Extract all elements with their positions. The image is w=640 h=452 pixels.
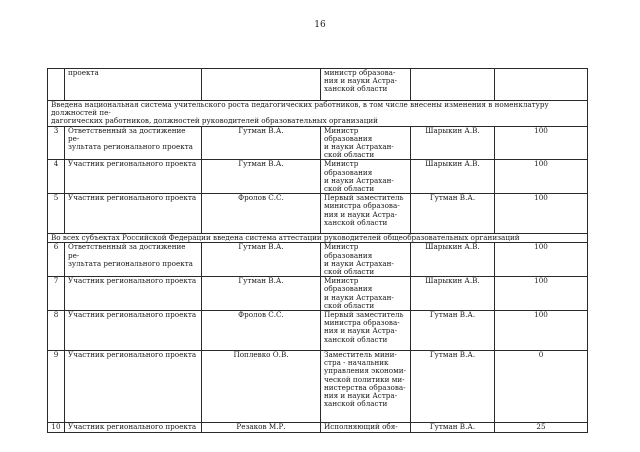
- load-text: 100: [534, 126, 548, 135]
- position-text: Министр образования и науки Астрахан- ской области: [324, 126, 394, 160]
- cell-person: [202, 160, 321, 194]
- cell-position: [321, 351, 411, 423]
- cell-load: [495, 351, 588, 423]
- cell-supervisor: [411, 423, 495, 433]
- table-row: [48, 126, 588, 160]
- load-text: 100: [534, 242, 548, 252]
- cell-supervisor: [411, 351, 495, 423]
- cell-person: [202, 194, 321, 234]
- cell-load: [495, 194, 588, 234]
- number-text: 4: [53, 159, 59, 169]
- cell-role: [65, 194, 202, 234]
- section-heading: [48, 234, 588, 243]
- table-row: [48, 243, 588, 277]
- supervisor-text: Гутман В.А.: [429, 422, 476, 432]
- cell-person: [202, 69, 321, 101]
- position-text: Первый заместитель министра образова- ния и науки Астра- ханской области: [324, 310, 404, 344]
- number-text: 10: [51, 422, 61, 432]
- position-text: Исполняющий обя-: [324, 422, 398, 432]
- supervisor-text: Шарыкин А.В.: [425, 276, 480, 286]
- table-body: [48, 69, 588, 433]
- position-text: Министр образования и науки Астрахан- ской области: [324, 242, 394, 277]
- cell-load: [495, 69, 588, 101]
- person-text: Фролов С.С.: [238, 310, 284, 320]
- role-text: проекта: [68, 68, 99, 77]
- supervisor-text: Шарыкин А.В.: [425, 242, 480, 252]
- number-text: 6: [53, 242, 59, 252]
- table-row: [48, 311, 588, 351]
- number-text: 8: [53, 310, 59, 320]
- cell-person: [202, 351, 321, 423]
- cell-supervisor: [411, 126, 495, 160]
- table-row: [48, 351, 588, 423]
- table-row: [48, 277, 588, 311]
- load-text: 25: [536, 422, 546, 432]
- section-heading: [48, 101, 588, 127]
- cell-position: [321, 311, 411, 351]
- position-text: Министр образования и науки Астрахан- ской области: [324, 276, 394, 310]
- cell-position: [321, 69, 411, 101]
- cell-person: [202, 243, 321, 277]
- cell-person: [202, 423, 321, 433]
- cell-position: [321, 423, 411, 433]
- person-text: Гутман В.А.: [238, 159, 284, 169]
- cell-position: [321, 277, 411, 311]
- number-text: 9: [53, 350, 59, 360]
- cell-number: [48, 243, 65, 277]
- project-participants-table: [47, 68, 588, 433]
- table-row-continued: [48, 69, 588, 101]
- cell-number: [48, 126, 65, 160]
- cell-position: [321, 160, 411, 194]
- cell-position: [321, 243, 411, 277]
- supervisor-text: Гутман В.А.: [429, 193, 476, 203]
- cell-load: [495, 277, 588, 311]
- position-text: Министр образования и науки Астрахан- ской области: [324, 159, 394, 194]
- cell-role: [65, 351, 202, 423]
- person-text: Гутман В.А.: [238, 126, 284, 135]
- person-text: Гутман В.А.: [238, 276, 284, 286]
- number-text: 3: [53, 126, 59, 135]
- cell-load: [495, 423, 588, 433]
- cell-position: [321, 194, 411, 234]
- load-text: 100: [534, 193, 548, 203]
- cell-supervisor: [411, 160, 495, 194]
- cell-load: [495, 243, 588, 277]
- cell-role: [65, 243, 202, 277]
- cell-role: [65, 160, 202, 194]
- role-text: Участник регионального проекта: [68, 350, 197, 360]
- role-text: Ответственный за достижение ре- зультата регионального проекта: [68, 126, 193, 152]
- load-text: 0: [538, 350, 544, 360]
- number-text: 7: [53, 276, 59, 286]
- person-text: Фролов С.С.: [238, 193, 284, 203]
- cell-supervisor: [411, 277, 495, 311]
- supervisor-text: Гутман В.А.: [429, 350, 476, 360]
- position-text: Заместитель мини- стра - начальник управления экономи- ческой политики ми- нистерства образова- ния и науки Астра- ханской области: [324, 350, 406, 409]
- load-text: 100: [534, 310, 548, 320]
- section-heading-text: Во всех субъектах Российской Федерации введена система аттестации руководителей общеобразовательных организаций: [51, 233, 520, 243]
- load-text: 100: [534, 276, 548, 286]
- person-text: Поплевко О.В.: [233, 350, 289, 360]
- cell-load: [495, 160, 588, 194]
- section-heading-row: [48, 101, 588, 127]
- role-text: Участник регионального проекта: [68, 159, 197, 169]
- role-text: Ответственный за достижение ре- зультата регионального проекта: [68, 242, 193, 268]
- position-text: министр образова- ния и науки Астра- ханской области: [324, 68, 398, 94]
- table-row: [48, 423, 588, 433]
- cell-supervisor: [411, 69, 495, 101]
- cell-role: [65, 277, 202, 311]
- person-text: Резаков М.Р.: [236, 422, 286, 432]
- cell-role: [65, 69, 202, 101]
- section-heading-row: [48, 234, 588, 243]
- position-text: Первый заместитель министра образова- ния и науки Астра- ханской области: [324, 193, 404, 227]
- role-text: Участник регионального проекта: [68, 310, 197, 320]
- role-text: Участник регионального проекта: [68, 422, 197, 432]
- role-text: Участник регионального проекта: [68, 276, 197, 286]
- supervisor-text: Гутман В.А.: [429, 310, 476, 320]
- table-row: [48, 194, 588, 234]
- page-number: 16: [314, 20, 326, 30]
- cell-supervisor: [411, 311, 495, 351]
- table-row: [48, 160, 588, 194]
- section-heading-text: Введена национальная система учительского роста педагогических работников, в том числе внесены изменения в номенклатуру должностей пе- дагогических работников, должностей руководителей образовательных организаций: [51, 100, 549, 126]
- cell-number: [48, 423, 65, 433]
- number-text: 5: [53, 193, 59, 203]
- cell-person: [202, 126, 321, 160]
- role-text: Участник регионального проекта: [68, 193, 197, 203]
- cell-load: [495, 311, 588, 351]
- cell-supervisor: [411, 194, 495, 234]
- cell-number: [48, 311, 65, 351]
- cell-supervisor: [411, 243, 495, 277]
- cell-load: [495, 126, 588, 160]
- cell-role: [65, 126, 202, 160]
- person-text: Гутман В.А.: [238, 242, 284, 252]
- supervisor-text: Шарыкин А.В.: [425, 126, 480, 135]
- cell-number: [48, 69, 65, 101]
- cell-person: [202, 311, 321, 351]
- cell-position: [321, 126, 411, 160]
- cell-number: [48, 277, 65, 311]
- cell-person: [202, 277, 321, 311]
- cell-number: [48, 194, 65, 234]
- cell-number: [48, 160, 65, 194]
- load-text: 100: [534, 159, 548, 169]
- cell-number: [48, 351, 65, 423]
- supervisor-text: Шарыкин А.В.: [425, 159, 480, 169]
- cell-role: [65, 311, 202, 351]
- cell-role: [65, 423, 202, 433]
